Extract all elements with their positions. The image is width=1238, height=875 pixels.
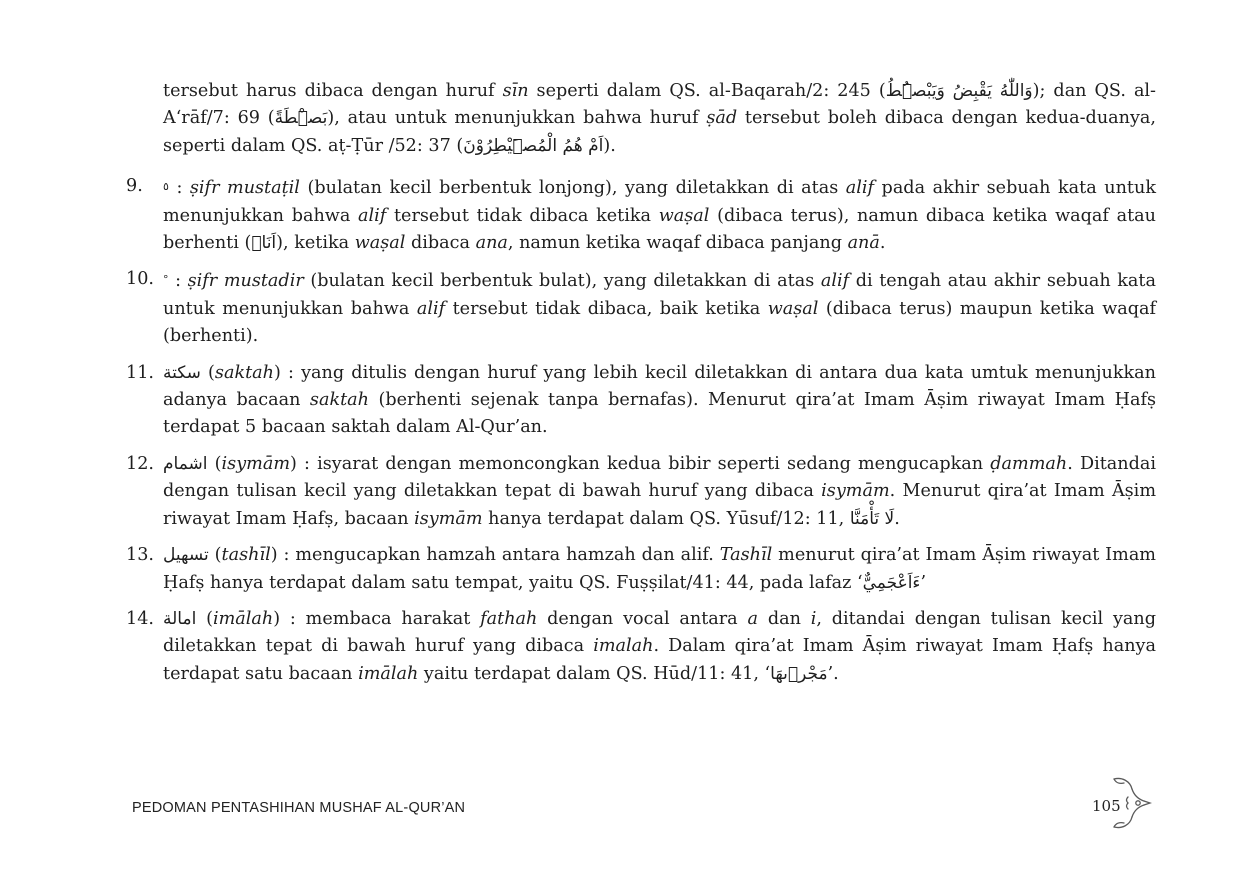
text-run: ) : yang ditulis dengan huruf yang lebih kecil diletakkan di antara dua kata umtuk menunjukkan adanya bacaan [163,362,1156,411]
list-item-14 [126,606,1156,688]
text-run: ( [200,362,215,383]
text-run: hanya terdapat dalam QS. Yūsuf/12: 11, [482,508,850,529]
text-run: : [168,178,190,199]
term-vowel-i: i [810,608,817,629]
item-term: imalah [593,636,654,657]
text-run: tersebut tidak dibaca, baik ketika [445,298,768,319]
text-run: pada akhir sebuah kata untuk menunjukkan bahwa [163,178,1156,226]
term-ana-long: anā [847,233,880,254]
item-term: imālah [213,608,274,629]
text-run: ( [196,608,213,629]
sifr-mustadir-symbol: ° [163,273,169,287]
arabic-quote: لَا تَأْمَنَّا [849,508,895,529]
arabic-quote: اَمْ هُمُ الْمُصَۜيْطِرُوْنَ [463,135,604,156]
item-term: saktah [309,390,369,411]
item-term: saktah [214,362,274,383]
page-number: 105 [1092,797,1121,815]
text-run: (dibaca terus), namun dibaca ketika waqaf atau berhenti ( [163,205,1156,254]
text-run: dengan vocal antara [537,608,748,629]
term-wasal: waṣal [658,205,710,226]
text-run: . [879,233,886,254]
text-run: yaitu terdapat dalam QS. Hūd/11: 41, ‘ [418,663,771,684]
page-content [126,78,1156,697]
list-item-9 [126,173,1156,257]
arabic-quote: ءَاَعْجَمِيٌّ [862,572,921,593]
term-sad: ṣād [706,108,738,129]
arabic-term: تسهيل [163,545,209,566]
item-number: 13. [126,545,154,566]
text-run: . [894,508,900,529]
text-run: tersebut boleh dibaca dengan kedua-duanya, seperti dalam QS. aṭ-Ṭūr /52: 37 ( [163,108,1156,156]
term-alif: alif [845,178,875,199]
term-vowel-a: a [747,608,758,629]
arabic-quote: اَنَا۠ [251,233,277,254]
arabic-quote: بَصْۜطَةً [274,108,328,129]
text-run: (bulatan kecil berbentuk lonjong), yang diletakkan di atas [299,178,846,199]
item-term: Tashīl [719,545,773,566]
intro-paragraph [126,78,1156,160]
text-run: (bulatan kecil berbentuk bulat), yang diletakkan di atas [303,271,821,292]
item-term: isymām [414,508,483,529]
text-run: ) : mengucapkan hamzah antara hamzah dan alif. [270,545,720,566]
text-run: ( [207,453,222,474]
text-run: . Menurut qira’at Imam Āṣim riwayat Imam Ḥafṣ, bacaan [163,481,1156,529]
text-run: ), ketika [276,233,355,254]
term-fathah: fathah [480,608,538,629]
term-alif: alif [820,271,850,292]
text-run: , namun ketika waqaf dibaca panjang [507,233,848,254]
text-run: ( [208,545,222,566]
text-run: ’ [920,572,927,593]
text-run: menurut qira’at Imam Āṣim riwayat Imam Ḥafṣ hanya terdapat dalam satu tempat, yaitu QS. Fuṣṣilat/41: 44, pada lafaz ‘ [163,545,1156,593]
text-run: ), atau untuk menunjukkan bahwa huruf [327,108,707,129]
item-number: 14. [126,608,154,629]
item-term: isymām [821,481,890,502]
text-run: tersebut tidak dibaca ketika [386,205,659,226]
term-alif: alif [416,298,446,319]
arabic-term: امالة [163,608,197,629]
term-wasal: waṣal [767,298,819,319]
item-term: tashīl [221,545,271,566]
text-run: ) : membaca harakat [273,608,481,629]
item-term: isymām [221,453,290,474]
text-run: , ditandai dengan tulisan kecil yang diletakkan tepat di bawah huruf yang dibaca [163,608,1156,657]
arabic-term: اشمام [163,453,208,474]
list-item-12 [126,451,1156,533]
list-item-11 [126,360,1156,442]
term-ana: ana [475,233,508,254]
text-run: seperti dalam QS. al-Baqarah/2: 245 ( [528,81,886,101]
term-wasal: waṣal [354,233,406,254]
term-dammah: ḍammah [990,453,1068,474]
arabic-term: سكتة [163,362,201,383]
sifr-mustatil-symbol: ٥ [163,180,169,194]
item-number: 10. [126,269,154,290]
item-term: imālah [358,663,419,684]
item-number: 11. [126,362,154,383]
item-term: ṣifr mustadir [187,271,304,292]
text-run: dan [758,608,811,629]
text-run: (berhenti sejenak tanpa bernafas). Menurut qira’at Imam Āṣim riwayat Imam Ḥafṣ terdapat 5 bacaan saktah dalam Al-Qur’an. [163,390,1156,438]
text-run: ’. [827,663,839,684]
term-sin: sīn [502,81,529,101]
list-item-13 [126,542,1156,597]
text-run: . Ditandai dengan tulisan kecil yang diletakkan tepat di bawah huruf yang dibaca [163,453,1156,502]
text-run: ). [603,135,616,156]
text-run: ); dan QS. al-A‘rāf/7: 69 ( [163,81,1157,129]
item-number: 9. [126,176,143,197]
running-footer-title: PEDOMAN PENTASHIHAN MUSHAF AL-QUR’AN [132,800,466,816]
arabic-quote: وَاللّٰهُ يَقْبِضُ وَيَبْصُۜطُ [885,81,1033,101]
item-number: 12. [126,453,154,474]
list-item-10 [126,266,1156,350]
text-run: ) : isyarat dengan memoncongkan kedua bibir seperti sedang mengucapkan [290,453,991,474]
text-run: tersebut harus dibaca dengan huruf [163,81,503,101]
item-term: ṣifr mustaṭil [189,178,300,199]
text-run: di tengah atau akhir sebuah kata untuk menunjukkan bahwa [163,271,1156,319]
text-run: . Dalam qira’at Imam Āṣim riwayat Imam Ḥafṣ hanya terdapat satu bacaan [163,636,1156,684]
text-run: dibaca [405,233,476,254]
text-run: : [168,271,188,292]
term-alif: alif [358,205,387,226]
arabic-quote: مَجْرٖىهَا [770,663,828,684]
text-run: (dibaca terus) maupun ketika waqaf (berhenti). [163,298,1157,347]
